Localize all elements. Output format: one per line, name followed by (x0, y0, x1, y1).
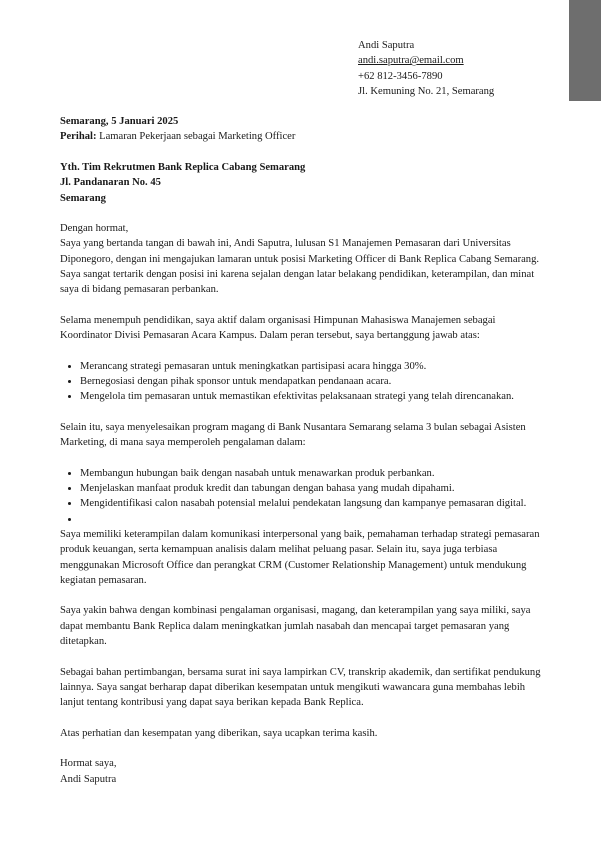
organization-list (60, 359, 542, 405)
list-item: • Bernegosiasi dengan pihak sponsor untuk mendapatkan pendanaan acara. (80, 374, 542, 389)
letter-body (60, 221, 542, 787)
letter-date: Semarang, 5 Januari 2025 (60, 116, 179, 127)
sender-name: Andi Saputra (358, 40, 415, 51)
list-item: • Merancang strategi pemasaran untuk meningkatkan partisipasi acara hingga 30%. (80, 359, 542, 374)
sender-email-link[interactable]: andi.saputra@email.com (358, 55, 464, 67)
paragraph-thanks: Atas perhatian dan kesempatan yang diberikan, saya ucapkan terima kasih. (60, 727, 378, 739)
internship-list (60, 466, 542, 527)
subject-text: Lamaran Pekerjaan sebagai Marketing Officer (96, 131, 296, 143)
closing-salutation: Hormat saya, (60, 758, 117, 770)
sender-phone: +62 812-3456-7890 (358, 70, 443, 82)
paragraph-confidence: Saya yakin bahwa dengan kombinasi pengalaman organisasi, magang, dan keterampilan yang saya miliki, saya dapat membantu Bank Replica dalam meningkatkan jumlah nasabah dan mencapai target pemasaran yang ditetapkan. (60, 605, 531, 648)
list-item: • Mengelola tim pemasaran untuk memastikan efektivitas pelaksanaan strategi yang telah direncanakan. (80, 389, 542, 404)
paragraph-internship: Selain itu, saya menyelesaikan program magang di Bank Nusantara Semarang selama 3 bulan sebagai Asisten Marketing, di mana saya memperoleh pengalaman dalam: (60, 421, 526, 449)
list-item: • Membangun hubungan baik dengan nasabah untuk menawarkan produk perbankan. (80, 466, 542, 481)
paragraph-skills: Saya memiliki keterampilan dalam komunikasi interpersonal yang baik, pemahaman terhadap strategi pemasaran produk keuangan, serta kemampuan analisis dalam melihat peluang pasar. Selain itu, saya juga terbiasa menggunakan Microsoft Office dan perangkat CRM (Customer Relationship Management) untuk mendukung kegiatan pemasaran. (60, 528, 540, 586)
paragraph-attachments: Sebagai bahan pertimbangan, bersama surat ini saya lampirkan CV, transkrip akademik, dan sertifikat pendukung lainnya. Saya sangat berharap dapat diberikan kesempatan untuk mengikuti wawancara guna membahas lebih lanjut tentang kontribusi yang dapat saya berikan kepada Bank Replica. (60, 666, 541, 709)
sender-address: Jl. Kemuning No. 21, Semarang (358, 85, 495, 97)
paragraph-organization: Selama menempuh pendidikan, saya aktif dalam organisasi Himpunan Mahasiswa Manajemen sebagai Koordinator Divisi Pemasaran Acara Kampus. Dalam peran tersebut, saya bertanggung jawab atas: (60, 314, 496, 342)
scrollbar-thumb[interactable] (569, 0, 601, 101)
date-subject-block (60, 114, 542, 145)
list-item: • Menjelaskan manfaat produk kredit dan tabungan dengan bahasa yang mudah dipahami. (80, 481, 542, 496)
sender-block (358, 38, 558, 99)
subject-label: Perihal: (60, 131, 97, 143)
list-item: • Mengidentifikasi calon nasabah potensial melalui pendekatan langsung dan kampanye pemasaran digital. (80, 496, 542, 511)
list-item-empty (80, 512, 542, 527)
recipient-line-1: Yth. Tim Rekrutmen Bank Replica Cabang Semarang (60, 162, 306, 173)
closing-name: Andi Saputra (60, 773, 117, 785)
paragraph-intro: Saya yang bertanda tangan di bawah ini, Andi Saputra, lulusan S1 Manajemen Pemasaran dari Universitas Diponegoro, dengan ini mengajukan lamaran untuk posisi Marketing Officer di Bank Replica Cabang Semarang. Saya sangat tertarik dengan posisi ini karena sejalan dengan latar belakang pendidikan, keterampilan, dan minat saya di bidang pemasaran perbankan. (60, 238, 540, 296)
greeting: Dengan hormat, (60, 223, 129, 234)
recipient-line-2: Jl. Pandanaran No. 45 (60, 177, 161, 189)
letter-subject (60, 129, 542, 144)
recipient-line-3: Semarang (60, 192, 106, 204)
recipient-block (60, 160, 542, 206)
